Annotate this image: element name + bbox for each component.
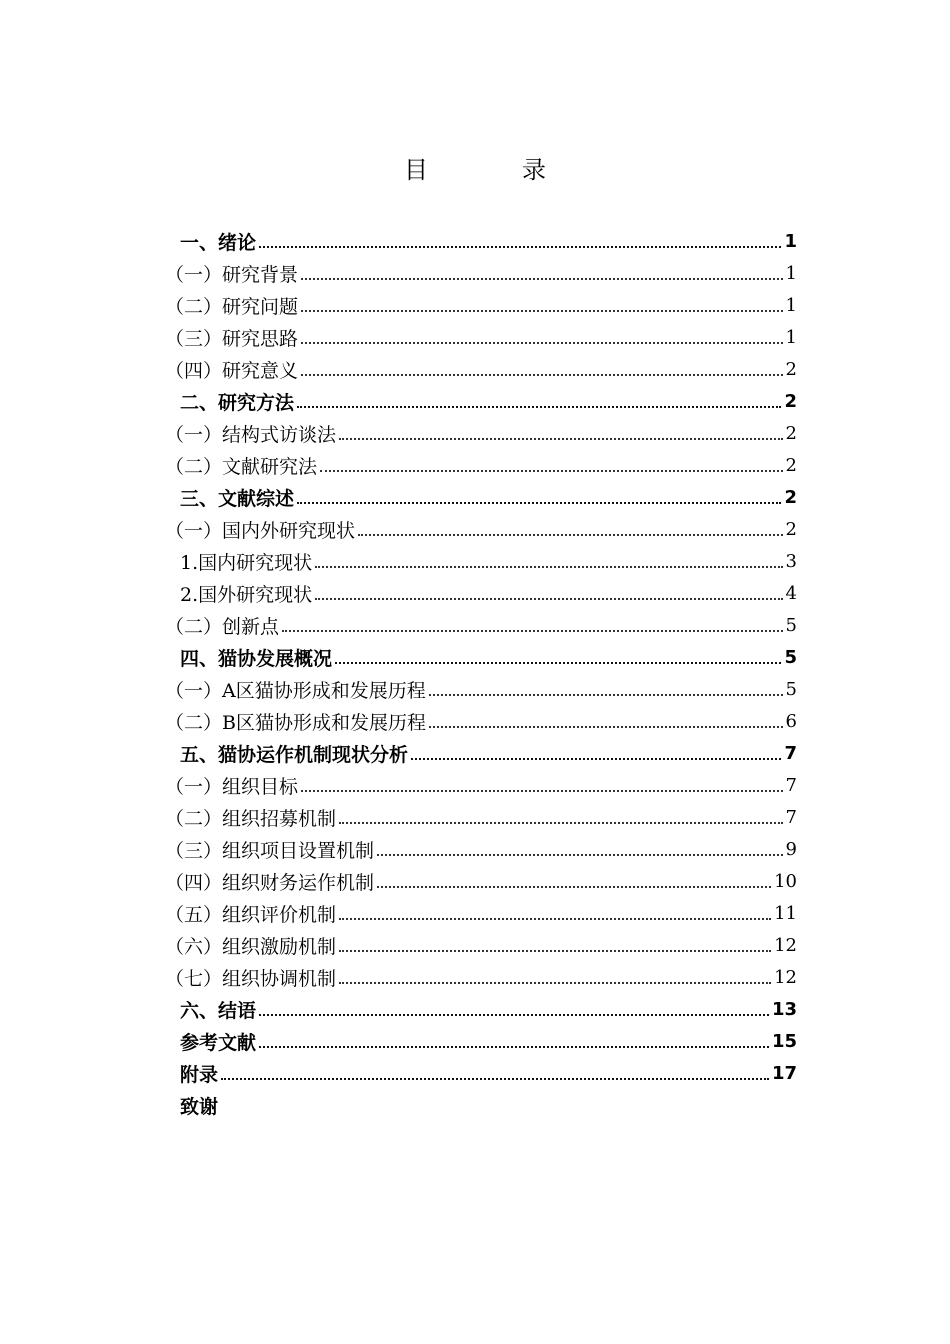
toc-entry-label: （二）创新点 xyxy=(165,615,280,638)
toc-leader-dots xyxy=(339,423,783,443)
toc-entry-page: 1 xyxy=(785,262,797,284)
toc-leader-dots xyxy=(301,775,783,795)
toc-leader-dots xyxy=(377,839,783,859)
toc-entry-label: 附录 xyxy=(180,1063,219,1086)
toc-entry-page: 1 xyxy=(785,294,797,316)
toc-leader-dots xyxy=(259,999,769,1019)
toc-entry-label: 参考文献 xyxy=(180,1031,257,1054)
toc-entry[interactable] xyxy=(165,225,797,257)
toc-entry-label: （五）组织评价机制 xyxy=(165,903,337,926)
toc-leader-dots xyxy=(339,903,771,923)
toc-entry[interactable] xyxy=(165,481,797,513)
toc-leader-dots xyxy=(282,615,783,635)
toc-entry-page: 2 xyxy=(785,454,797,476)
toc-entry[interactable] xyxy=(165,673,797,705)
toc-entry-label: （一）研究背景 xyxy=(165,263,299,286)
toc-entry-page: 17 xyxy=(771,1062,797,1084)
toc-entry[interactable] xyxy=(165,289,797,321)
toc-leader-dots xyxy=(339,935,771,955)
toc-entry[interactable] xyxy=(165,769,797,801)
toc-entry[interactable] xyxy=(165,929,797,961)
toc-entry[interactable] xyxy=(165,1089,797,1121)
toc-entry-label: （一）国内外研究现状 xyxy=(165,519,356,542)
toc-entry-page: 5 xyxy=(784,646,797,668)
toc-entry-label: （一）A区猫协形成和发展历程 xyxy=(165,679,426,702)
toc-entry[interactable] xyxy=(165,865,797,897)
toc-entry-page: 15 xyxy=(771,1030,797,1052)
toc-entry[interactable] xyxy=(165,961,797,993)
toc-entry-page: 7 xyxy=(785,806,797,828)
toc-entry-label: （六）组织激励机制 xyxy=(165,935,337,958)
toc-entry[interactable] xyxy=(165,513,797,545)
toc-entry[interactable] xyxy=(165,609,797,641)
toc-entry-label: （三）组织项目设置机制 xyxy=(165,839,375,862)
toc-entry-label: （一）结构式访谈法 xyxy=(165,423,337,446)
toc-entry-page: 4 xyxy=(785,582,797,604)
toc-leader-dots xyxy=(429,679,783,699)
toc-entry-page: 9 xyxy=(785,838,797,860)
toc-leader-dots xyxy=(429,711,783,731)
toc-entry[interactable] xyxy=(165,577,797,609)
toc-entry-label: （二）研究问题 xyxy=(165,295,299,318)
toc-entry-label: 四、猫协发展概况 xyxy=(180,647,333,670)
toc-entry[interactable] xyxy=(165,449,797,481)
toc-leader-dots xyxy=(297,391,781,411)
toc-entry-page: 7 xyxy=(784,742,797,764)
toc-entry[interactable] xyxy=(165,417,797,449)
page-title xyxy=(0,150,950,185)
toc-leader-dots xyxy=(221,1063,769,1083)
toc-entry-page: 2 xyxy=(784,390,797,412)
toc-entry-page: 5 xyxy=(785,614,797,636)
toc-entry-page: 2 xyxy=(785,422,797,444)
toc-entry-label: （三）研究思路 xyxy=(165,327,299,350)
toc-entry[interactable] xyxy=(165,897,797,929)
table-of-contents xyxy=(165,225,797,1121)
toc-entry[interactable] xyxy=(165,1057,797,1089)
title-char-right: 录 xyxy=(522,156,546,184)
toc-entry-label: （二）组织招募机制 xyxy=(165,807,337,830)
toc-leader-dots xyxy=(339,807,783,827)
toc-leader-dots xyxy=(358,519,783,539)
toc-entry-label: 三、文献综述 xyxy=(180,487,295,510)
toc-entry-label: 六、结语 xyxy=(180,999,257,1022)
toc-entry-label: 1.国内研究现状 xyxy=(180,551,313,574)
toc-entry-page: 5 xyxy=(785,678,797,700)
toc-entry-page: 7 xyxy=(785,774,797,796)
toc-entry-page: 1 xyxy=(785,326,797,348)
toc-entry-label: 2.国外研究现状 xyxy=(180,583,313,606)
toc-leader-dots xyxy=(335,647,781,667)
toc-leader-dots xyxy=(301,327,783,347)
toc-entry[interactable] xyxy=(165,833,797,865)
toc-entry-label: 一、绪论 xyxy=(180,231,257,254)
toc-entry[interactable] xyxy=(165,321,797,353)
toc-entry-page: 12 xyxy=(774,966,797,988)
toc-entry-label: （二）B区猫协形成和发展历程 xyxy=(165,711,426,734)
toc-entry-label: （一）组织目标 xyxy=(165,775,299,798)
toc-leader-dots xyxy=(297,487,781,507)
toc-entry-page: 13 xyxy=(771,998,797,1020)
toc-entry-label: 五、猫协运作机制现状分析 xyxy=(180,743,409,766)
toc-entry-page: 2 xyxy=(785,518,797,540)
toc-entry[interactable] xyxy=(165,737,797,769)
toc-entry-page: 1 xyxy=(784,230,797,252)
toc-entry-page: 11 xyxy=(774,902,797,924)
toc-entry[interactable] xyxy=(165,641,797,673)
toc-entry-page: 2 xyxy=(784,486,797,508)
toc-entry-label: （七）组织协调机制 xyxy=(165,967,337,990)
toc-leader-dots xyxy=(315,583,782,603)
toc-entry[interactable] xyxy=(165,353,797,385)
toc-entry[interactable] xyxy=(165,385,797,417)
toc-entry[interactable] xyxy=(165,1025,797,1057)
toc-leader-dots xyxy=(259,1031,769,1051)
toc-entry[interactable] xyxy=(165,993,797,1025)
toc-leader-dots xyxy=(301,295,783,315)
toc-leader-dots xyxy=(339,967,771,987)
toc-entry-label: （二）文献研究法 xyxy=(165,455,318,478)
toc-entry[interactable] xyxy=(165,801,797,833)
title-char-left: 目 xyxy=(404,156,428,184)
toc-entry-label: 致谢 xyxy=(180,1095,219,1118)
toc-leader-dots xyxy=(320,455,783,475)
toc-leader-dots xyxy=(301,359,783,379)
toc-entry-page: 3 xyxy=(785,550,797,572)
toc-entry-page: 10 xyxy=(774,870,797,892)
toc-entry-label: 二、研究方法 xyxy=(180,391,295,414)
toc-entry-page: 2 xyxy=(785,358,797,380)
toc-leader-dots xyxy=(411,743,781,763)
toc-entry-page: 6 xyxy=(785,710,797,732)
toc-entry-label: （四）组织财务运作机制 xyxy=(165,871,375,894)
toc-leader-dots xyxy=(315,551,782,571)
toc-entry-page: 12 xyxy=(774,934,797,956)
toc-leader-dots xyxy=(301,263,783,283)
toc-entry-label: （四）研究意义 xyxy=(165,359,299,382)
toc-leader-dots xyxy=(259,231,781,251)
toc-entry[interactable] xyxy=(165,257,797,289)
toc-entry[interactable] xyxy=(165,545,797,577)
toc-entry[interactable] xyxy=(165,705,797,737)
toc-leader-dots xyxy=(377,871,771,891)
